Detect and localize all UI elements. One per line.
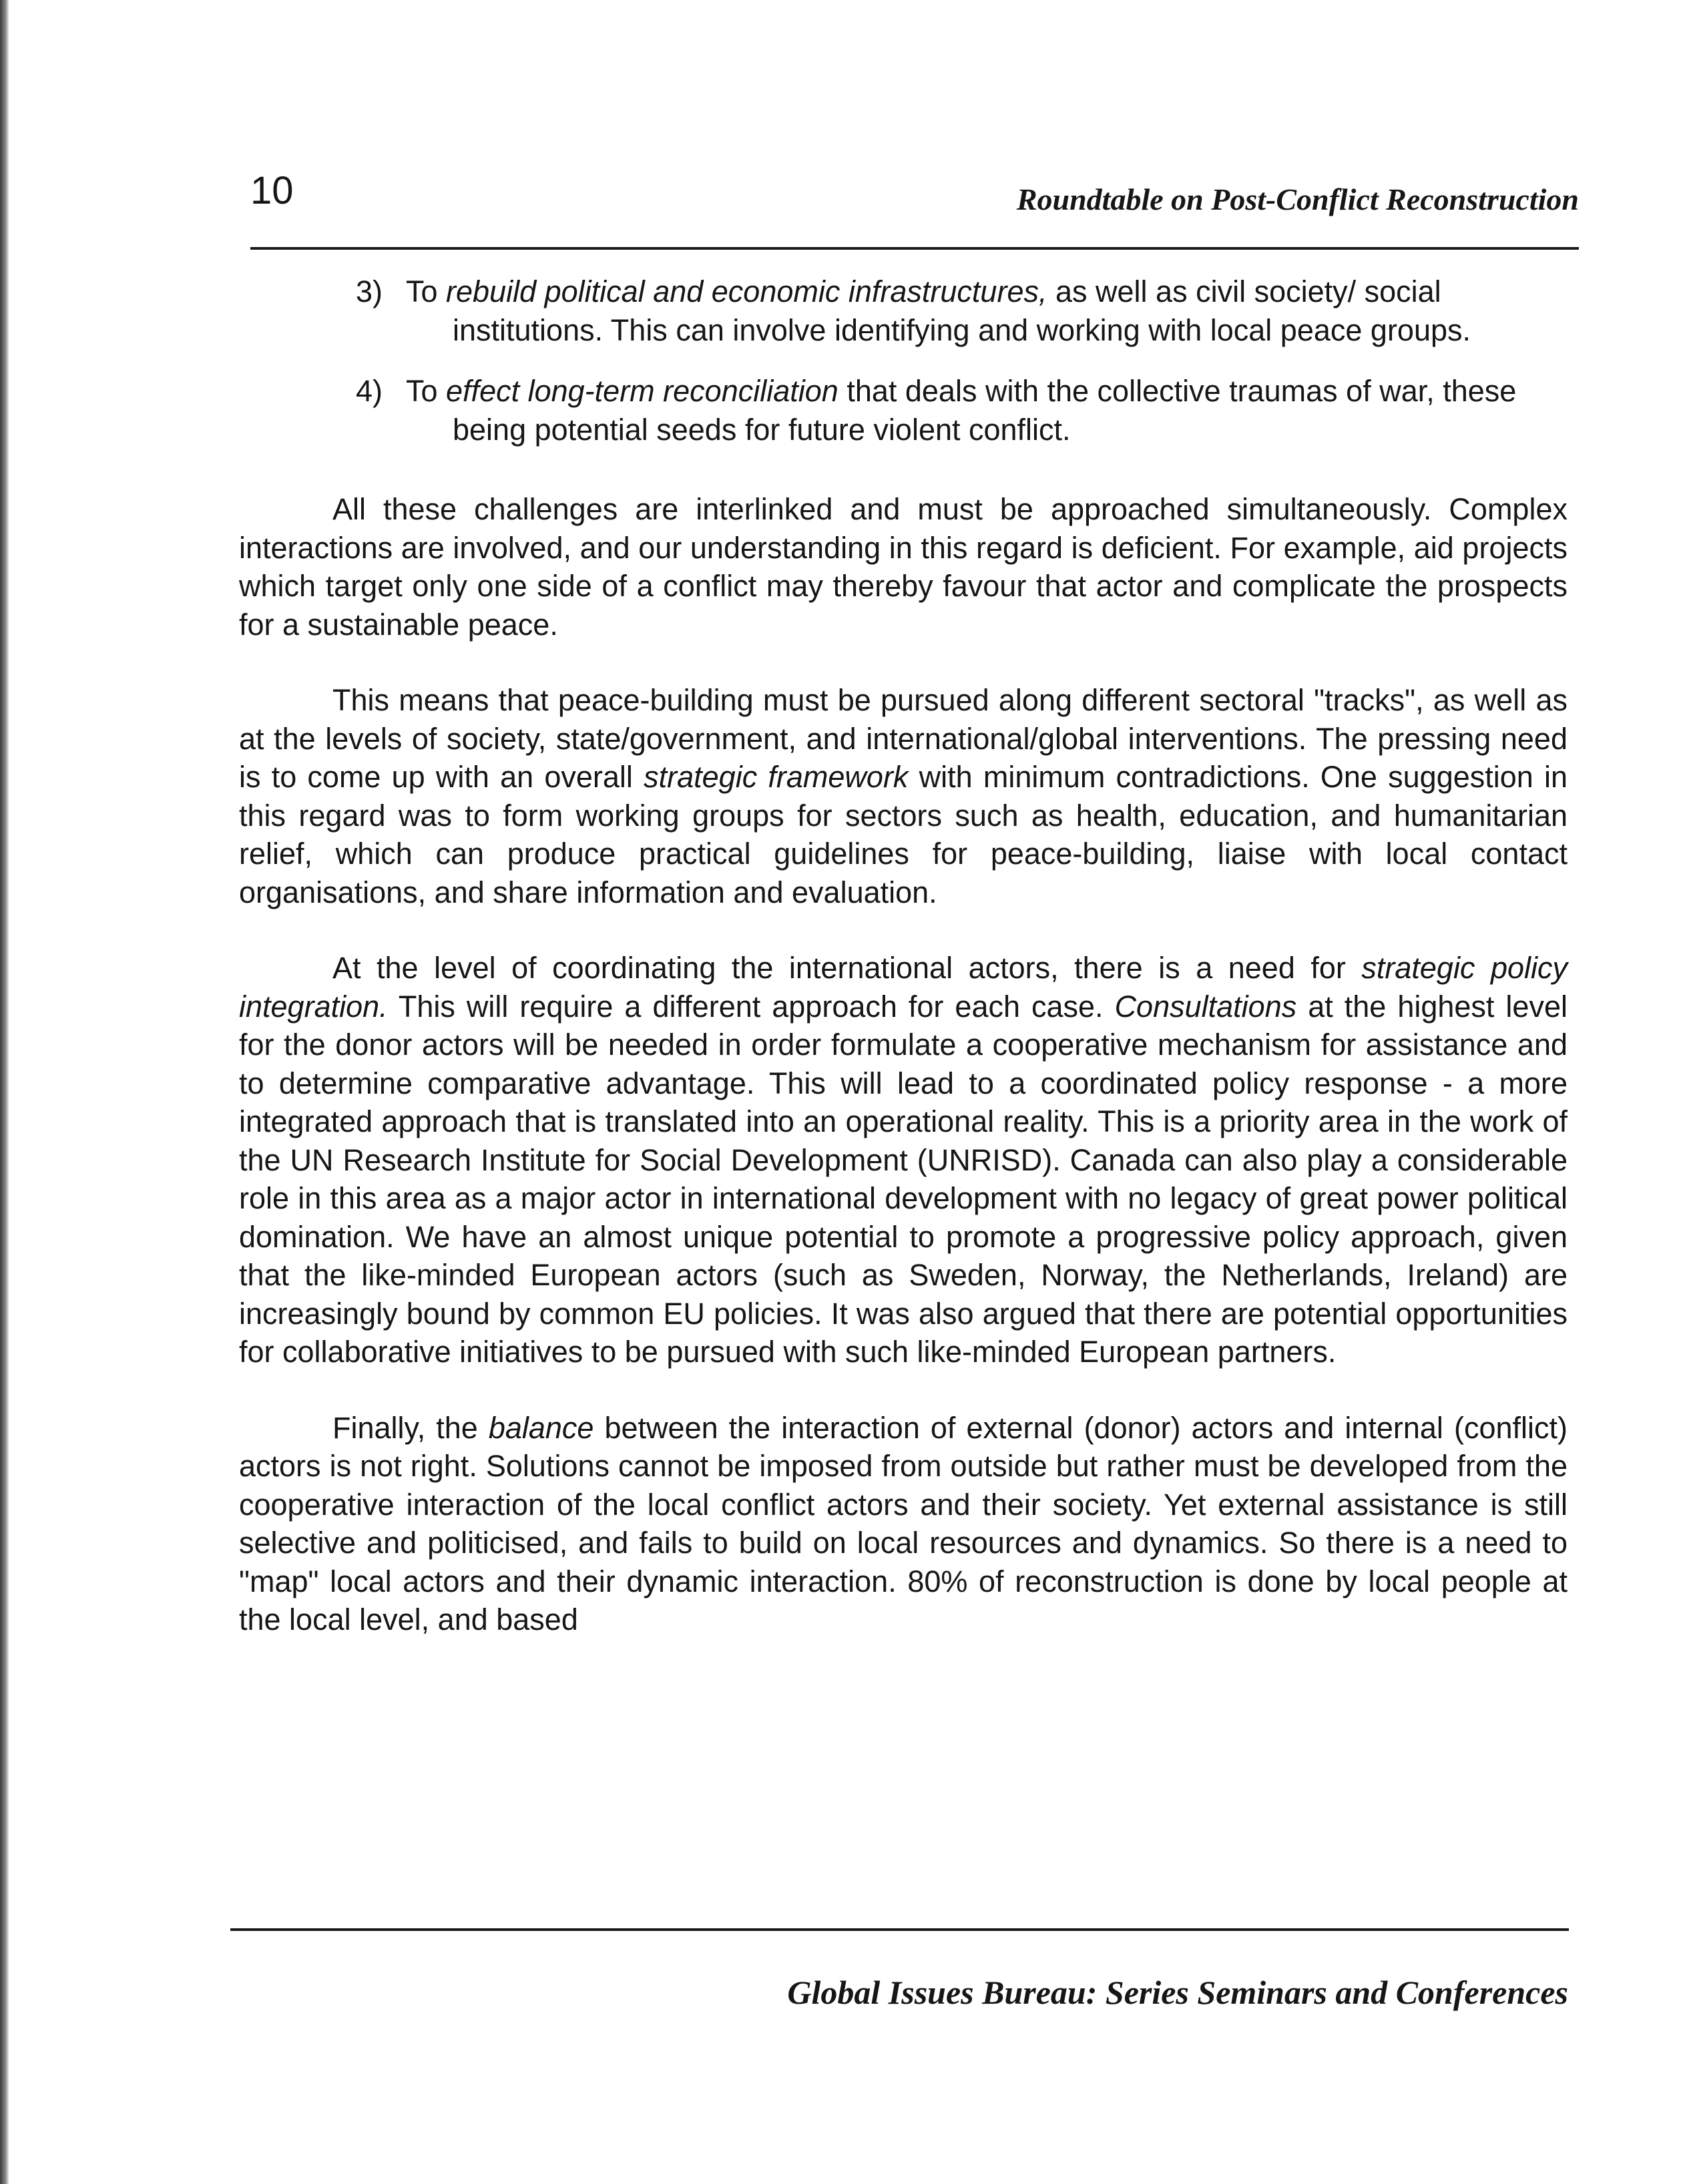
page-body: [239, 272, 1568, 1677]
paragraph-text: At the level of coordinating the international actors, there is a need for: [332, 951, 1362, 985]
paragraph-policy-integration: [239, 949, 1568, 1371]
list-item-text: that deals with the collective traumas of war, these being potential seeds for future violent conflict.: [453, 374, 1517, 447]
list-item-emphasis: effect long-term reconciliation: [446, 374, 838, 408]
list-item-3: [239, 272, 1568, 349]
paragraph-text: Finally, the: [332, 1410, 489, 1445]
running-title: Roundtable on Post-Conflict Reconstruction: [1016, 182, 1579, 216]
paragraph-emphasis: strategic policy integration.: [239, 951, 1568, 1024]
paragraph-text: This means that peace-building must be pursued along different sectoral "tracks", as well as at the levels of society, state/government, and international/global interventions. The pressing need is to come up with an overall: [239, 683, 1568, 794]
paragraph-text: between the interaction of external (donor) actors and internal (conflict) actors is not right. Solutions cannot be imposed from outside but rather must be developed from the cooperative interaction of the local conflict actors and their society. Yet external assistance is still selective and politicised, and fails to build on local resources and dynamics. So there is a need to "map" local actors and their dynamic interaction. 80% of reconstruction is done by local people at the local level, and based: [239, 1410, 1568, 1636]
list-item-text: as well as civil society/ social institutions. This can involve identifying and working with local peace groups.: [453, 274, 1471, 347]
paragraph-emphasis: Consultations: [1114, 989, 1297, 1024]
paragraph-text: with minimum contradictions. One suggestion in this regard was to form working groups for sectors such as health, education, and humanitarian relief, which can produce practical guidelines for peace-building, liaise with local contact organisations, and share information and evaluation.: [239, 760, 1568, 909]
paragraph-text: This will require a different approach for each case.: [387, 989, 1115, 1024]
footer-rule: [230, 1928, 1569, 1931]
list-item-emphasis: rebuild political and economic infrastructures,: [446, 274, 1047, 308]
list-item-lead: To: [406, 374, 447, 408]
paragraph-balance: [239, 1409, 1568, 1639]
page-number: 10: [250, 169, 294, 212]
header-rule: [250, 247, 1579, 250]
page-footer: Global Issues Bureau: Series Seminars and Conferences: [787, 1974, 1568, 2011]
paragraph-challenges: [239, 490, 1568, 644]
paragraph-text: All these challenges are interlinked and must be approached simultaneously. Complex interactions are involved, and our understanding in this regard is deficient. For example, aid projects which target only one side of a conflict may thereby favour that actor and complicate the prospects for a sustainable peace.: [239, 492, 1568, 642]
list-item-number: 4): [356, 374, 383, 408]
page-header: [250, 160, 1579, 220]
scan-edge-shadow: [0, 0, 9, 2184]
paragraph-emphasis: balance: [488, 1410, 594, 1445]
paragraph-peace-building-tracks: [239, 681, 1568, 911]
paragraph-text: at the highest level for the donor actors will be needed in order formulate a cooperative mechanism for assistance and to determine comparative advantage. This will lead to a coordinated policy response - a more integrated approach that is translated into an operational reality. This is a priority area in the work of the UN Research Institute for Social Development (UNRISD). Canada can also play a considerable role in this area as a major actor in international development with no legacy of great power political domination. We have an almost unique potential to promote a progressive policy approach, given that the like-minded European actors (such as Sweden, Norway, the Netherlands, Ireland) are increasingly bound by common EU policies. It was also argued that there are potential opportunities for collaborative initiatives to be pursued with such like-minded European partners.: [239, 989, 1568, 1369]
list-item-4: [239, 372, 1568, 449]
paragraph-emphasis: strategic framework: [644, 760, 909, 794]
list-item-lead: To: [406, 274, 447, 308]
list-item-number: 3): [356, 274, 383, 308]
